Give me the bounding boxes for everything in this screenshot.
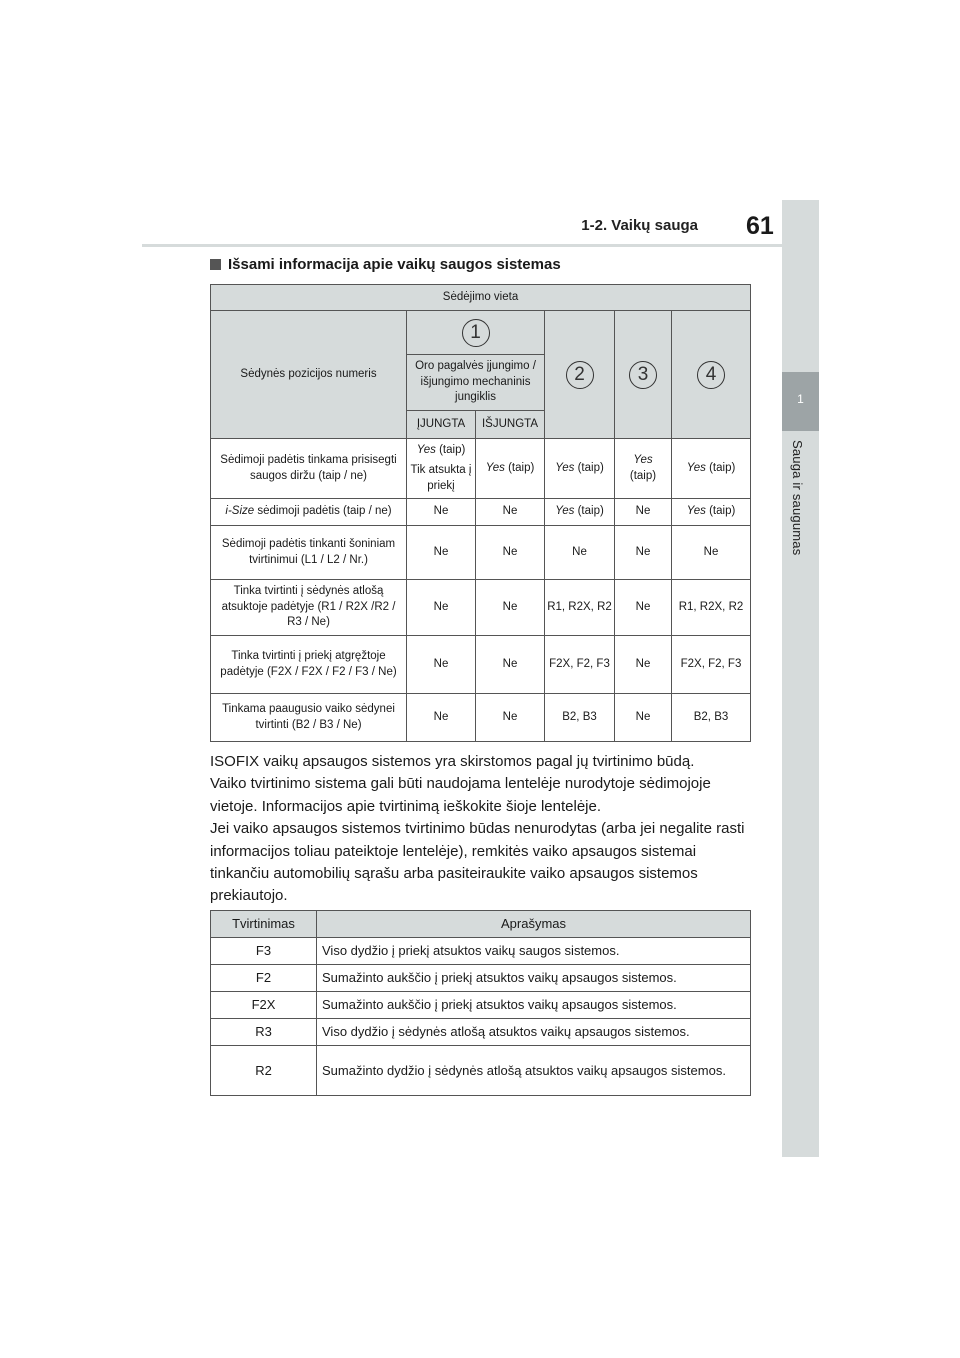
row-label: Tinkama paaugusio vaiko sėdynei tvirtinti (B2 / B3 / Ne) — [211, 694, 407, 742]
cell-text: (taip) — [709, 461, 736, 474]
paragraph: Jei vaiko apsaugos sistemos tvirtinimo būdas nenurodytas (arba jei negalite rasti informacijos toliau pateiktoje lentelėje), remkitės vaiko apsaugos sistemai tinkančiu automobilių sąrašu arba pasiteiraukite vaiko apsaugos sistemos prekiautojo. — [210, 820, 745, 905]
table-cell: Ne — [615, 580, 672, 636]
paragraph: ISOFIX vaikų apsaugos sistemos yra skirstomos pagal jų tvirtinimo būdą. — [210, 753, 695, 770]
table-cell: Ne — [476, 580, 545, 636]
description-header: Aprašymas — [317, 911, 751, 938]
cell-text: (taip) — [629, 469, 657, 482]
fixture-description: Sumažinto aukščio į priekį atsuktos vaikų apsaugos sistemos. — [317, 992, 751, 1019]
cell-italic: Yes — [633, 453, 653, 466]
table-row — [211, 439, 751, 499]
table-row — [211, 499, 751, 526]
airbag-switch-header: Oro pagalvės įjungimo / išjungimo mechaninis jungiklis — [407, 355, 545, 411]
fixture-code: F2 — [211, 965, 317, 992]
seat-number-3: 3 — [629, 361, 657, 389]
cell-italic: Yes — [485, 461, 505, 474]
row-label — [211, 499, 407, 526]
table-row — [211, 1019, 751, 1046]
cell-text: (taip) — [577, 461, 604, 474]
table-cell: Ne — [672, 526, 751, 580]
section-title-text: Išsami informacija apie vaikų saugos sistemas — [228, 256, 561, 273]
table-row — [211, 992, 751, 1019]
table-cell: Ne — [407, 694, 476, 742]
table-cell: Ne — [545, 526, 615, 580]
cell-italic: Yes — [686, 461, 706, 474]
table-cell — [476, 499, 545, 526]
fixture-table — [210, 910, 751, 1096]
seat-number-4: 4 — [697, 361, 725, 389]
cell-text: Ne — [433, 505, 449, 518]
cell-italic: Yes — [416, 443, 436, 456]
body-text — [210, 751, 755, 908]
paragraph: Vaiko tvirtinimo sistema gali būti naudojama lentelėje nurodytoje sėdimojoje vietoje. Informacijos apie tvirtinimą ieškokite šioje lentelėje. — [210, 775, 711, 815]
table-cell: R1, R2X, R2 — [545, 580, 615, 636]
cell-text: (taip) — [709, 505, 736, 518]
table-row — [211, 526, 751, 580]
chapter-number: 1 — [797, 392, 804, 406]
chapter-side-strip — [782, 200, 819, 1157]
section-title — [210, 256, 561, 273]
running-header: 1-2. Vaikų sauga — [581, 217, 698, 234]
row-label: Tinka tvirtinti į priekį atgręžtoje padėtyje (F2X / F2X / F2 / F3 / Ne) — [211, 636, 407, 694]
fixture-description: Viso dydžio į sėdynės atlošą atsuktos vaikų apsaugos sistemos. — [317, 1019, 751, 1046]
table-cell: Ne — [476, 636, 545, 694]
cell-text: (taip) — [439, 443, 466, 456]
table-row — [211, 636, 751, 694]
table-cell — [476, 439, 545, 499]
row-label: Sėdimoji padėtis tinkama prisisegti saugos diržu (taip / ne) — [211, 439, 407, 499]
table-cell: Ne — [476, 694, 545, 742]
table-row — [211, 694, 751, 742]
seating-position-header: Sėdėjimo vieta — [211, 285, 751, 311]
fixture-description: Sumažinto aukščio į priekį atsuktos vaikų apsaugos sistemos. — [317, 965, 751, 992]
table-cell: R1, R2X, R2 — [672, 580, 751, 636]
cell-text: (taip) — [508, 461, 535, 474]
table-cell: Ne — [615, 526, 672, 580]
fixture-code: F3 — [211, 938, 317, 965]
seating-position-table — [210, 284, 751, 742]
fixture-description: Sumažinto dydžio į sėdynės atlošą atsuktos vaikų apsaugos sistemos. — [317, 1046, 751, 1096]
table-row — [211, 965, 751, 992]
fixture-description: Viso dydžio į priekį atsuktos vaikų saugos sistemos. — [317, 938, 751, 965]
seat-number-2: 2 — [566, 361, 594, 389]
cell-text: (taip) — [577, 505, 604, 518]
switch-off-header: IŠJUNGTA — [476, 411, 545, 439]
cell-note: Tik atsukta į priekį — [410, 464, 472, 492]
cell-text: Ne — [502, 505, 518, 518]
table-row — [211, 580, 751, 636]
square-bullet-icon — [210, 259, 221, 270]
page-number: 61 — [746, 212, 774, 240]
table-cell: Ne — [407, 526, 476, 580]
row-label: Sėdimoji padėtis tinkanti šoniniam tvirtinimui (L1 / L2 / Nr.) — [211, 526, 407, 580]
cell-text: Ne — [635, 505, 651, 518]
fixture-header: Tvirtinimas — [211, 911, 317, 938]
table-cell — [672, 499, 751, 526]
table-row — [211, 938, 751, 965]
seat-3-header — [615, 311, 672, 439]
seat-number-row-label: Sėdynės pozicijos numeris — [211, 311, 407, 439]
table-cell — [545, 439, 615, 499]
cell-italic: Yes — [686, 505, 706, 518]
table-cell: B2, B3 — [545, 694, 615, 742]
chapter-label: Sauga ir saugumas — [790, 440, 805, 556]
row-label: Tinka tvirtinti į sėdynės atlošą atsuktoje padėtyje (R1 / R2X /R2 / R3 / Ne) — [211, 580, 407, 636]
table-cell: Ne — [407, 580, 476, 636]
table-cell — [407, 439, 476, 499]
table-cell: Ne — [476, 526, 545, 580]
table-row — [211, 1046, 751, 1096]
table-cell: Ne — [615, 636, 672, 694]
table-cell — [407, 499, 476, 526]
table-cell: F2X, F2, F3 — [545, 636, 615, 694]
table-cell: B2, B3 — [672, 694, 751, 742]
table-cell — [615, 439, 672, 499]
cell-italic: Yes — [555, 461, 575, 474]
table-cell: Ne — [615, 694, 672, 742]
seat-2-header — [545, 311, 615, 439]
row-label-text: sėdimoji padėtis (taip / ne) — [257, 505, 392, 518]
header-rule — [142, 244, 782, 247]
seat-number-1: 1 — [462, 319, 490, 347]
table-cell — [672, 439, 751, 499]
table-cell — [545, 499, 615, 526]
cell-italic: Yes — [555, 505, 575, 518]
fixture-code: F2X — [211, 992, 317, 1019]
fixture-code: R2 — [211, 1046, 317, 1096]
row-label-italic: i-Size — [225, 505, 255, 518]
fixture-code: R3 — [211, 1019, 317, 1046]
table-cell: Ne — [407, 636, 476, 694]
seat-4-header — [672, 311, 751, 439]
table-cell: F2X, F2, F3 — [672, 636, 751, 694]
seat-1-header — [407, 311, 545, 355]
switch-on-header: ĮJUNGTA — [407, 411, 476, 439]
table-cell — [615, 499, 672, 526]
